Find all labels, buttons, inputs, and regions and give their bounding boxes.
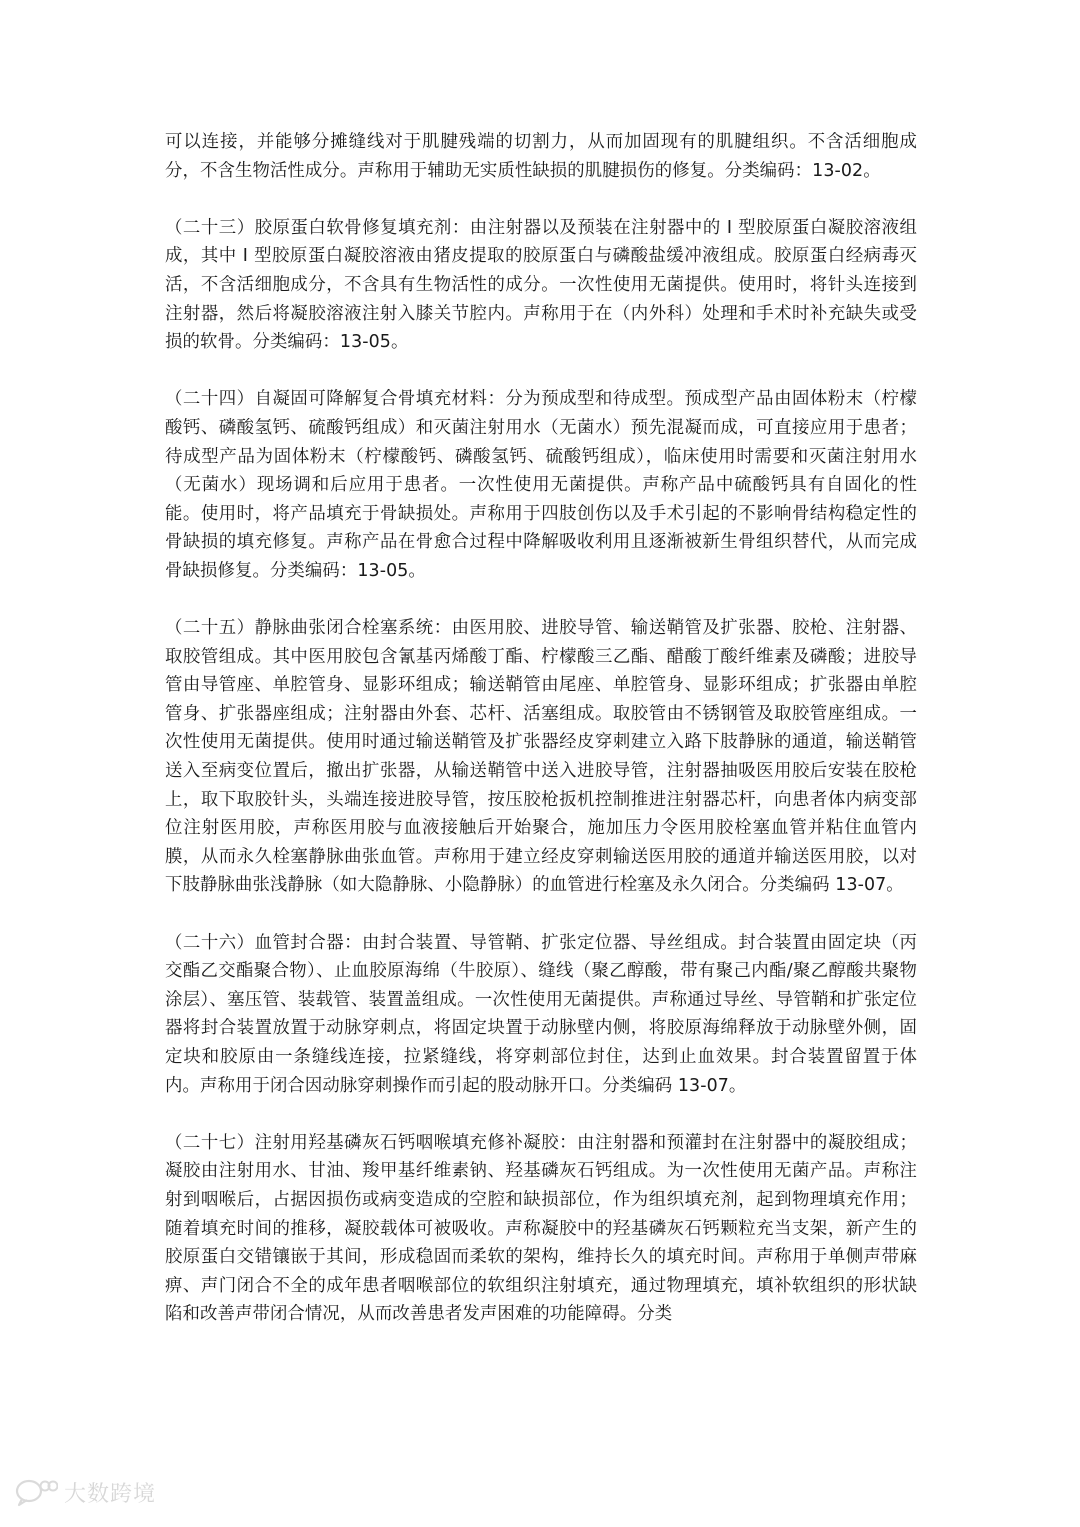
paragraph-gap <box>165 1100 917 1129</box>
paragraph-gap <box>165 586 917 615</box>
paragraph-gap <box>165 185 917 214</box>
paragraph-25-varicose-vein-closure: （二十五）静脉曲张闭合栓塞系统：由医用胶、进胶导管、输送鞘管及扩张器、胶枪、注射器、取胶管组成。其中医用胶包含氰基丙烯酸丁酯、柠檬酸三乙酯、醋酸丁酸纤维素及磷酸；进胶导管由导管座、单腔管身、显影环组成；输送鞘管由尾座、单腔管身、显影环组成；扩张器由单腔管身、扩张器座组成；注射器由外套、芯杆、活塞组成。取胶管由不锈钢管及取胶管座组成。一次性使用无菌提供。使用时通过输送鞘管及扩张器经皮穿刺建立入路下肢静脉的通道，输送鞘管送入至病变位置后，撤出扩张器，从输送鞘管中送入进胶导管，注射器抽吸医用胶后安装在胶枪上，取下取胶针头，头端连接进胶导管，按压胶枪扳机控制推进注射器芯杆，向患者体内病变部位注射医用胶，声称医用胶与血液接触后开始聚合，施加压力令医用胶栓塞血管并粘住血管内膜，从而永久栓塞静脉曲张血管。声称用于建立经皮穿刺输送医用胶的通道并输送医用胶，以对下肢静脉曲张浅静脉（如大隐静脉、小隐静脉）的血管进行栓塞及永久闭合。分类编码 13-07。 <box>165 618 917 896</box>
watermark-text: 大数跨境 <box>64 1481 157 1507</box>
document-body <box>165 128 917 1329</box>
paragraph-tendon-continued: 可以连接，并能够分摊缝线对于肌腱残端的切割力，从而加固现有的肌腱组织。不含活细胞成分，不含生物活性成分。声称用于辅助无实质性缺损的肌腱损伤的修复。分类编码：13-02。 <box>165 132 917 181</box>
paragraph-gap <box>165 357 917 386</box>
chat-bubble-logo-icon <box>14 1477 58 1507</box>
watermark <box>14 1474 156 1510</box>
paragraph-27-laryngeal-filler-gel: （二十七）注射用羟基磷灰石钙咽喉填充修补凝胶：由注射器和预灌封在注射器中的凝胶组成；凝胶由注射用水、甘油、羧甲基纤维素钠、羟基磷灰石钙组成。为一次性使用无菌产品。声称注射到咽喉后，占据因损伤或病变造成的空腔和缺损部位，作为组织填充剂，起到物理填充作用；随着填充时间的推移，凝胶载体可被吸收。声称凝胶中的羟基磷灰石钙颗粒充当支架，新产生的胶原蛋白交错镶嵌于其间，形成稳固而柔软的架构，维持长久的填充时间。声称用于单侧声带麻痹、声门闭合不全的成年患者咽喉部位的软组织注射填充，通过物理填充，填补软组织的形状缺陷和改善声带闭合情况，从而改善患者发声困难的功能障碍。分类 <box>165 1132 917 1325</box>
paragraph-23-collagen-cartilage-filler: （二十三）胶原蛋白软骨修复填充剂：由注射器以及预装在注射器中的 I 型胶原蛋白凝胶溶液组成，其中 I 型胶原蛋白凝胶溶液由猪皮提取的胶原蛋白与磷酸盐缓冲液组成。胶原蛋白经病毒灭活，不含活细胞成分，不含具有生物活性的成分。一次性使用无菌提供。使用时，将针头连接到注射器，然后将凝胶溶液注射入膝关节腔内。声称用于在（内外科）处理和手术时补充缺失或受损的软骨。分类编码：13-05。 <box>165 217 917 353</box>
paragraph-26-vascular-closure-device: （二十六）血管封合器：由封合装置、导管鞘、扩张定位器、导丝组成。封合装置由固定块（丙交酯乙交酯聚合物）、止血胶原海绵（牛胶原）、缝线（聚乙醇酸，带有聚己内酯/聚乙醇酸共聚物涂层）、塞压管、装载管、装置盖组成。一次性使用无菌提供。声称通过导丝、导管鞘和扩张定位器将封合装置放置于动脉穿刺点，将固定块置于动脉壁内侧，将胶原海绵释放于动脉壁外侧，固定块和胶原由一条缝线连接，拉紧缝线，将穿刺部位封住，达到止血效果。封合装置留置于体内。声称用于闭合因动脉穿刺操作而引起的股动脉开口。分类编码 13-07。 <box>165 932 917 1096</box>
paragraph-24-bone-filler: （二十四）自凝固可降解复合骨填充材料：分为预成型和待成型。预成型产品由固体粉末（柠檬酸钙、磷酸氢钙、硫酸钙组成）和灭菌注射用水（无菌水）预先混凝而成，可直接应用于患者；待成型产品为固体粉末（柠檬酸钙、磷酸氢钙、硫酸钙组成），临床使用时需要和灭菌注射用水（无菌水）现场调和后应用于患者。一次性使用无菌提供。声称产品中硫酸钙具有自固化的性能。使用时，将产品填充于骨缺损处。声称用于四肢创伤以及手术引起的不影响骨结构稳定性的骨缺损的填充修复。声称产品在骨愈合过程中降解吸收利用且逐渐被新生骨组织替代，从而完成骨缺损修复。分类编码：13-05。 <box>165 389 917 581</box>
paragraph-gap <box>165 900 917 929</box>
